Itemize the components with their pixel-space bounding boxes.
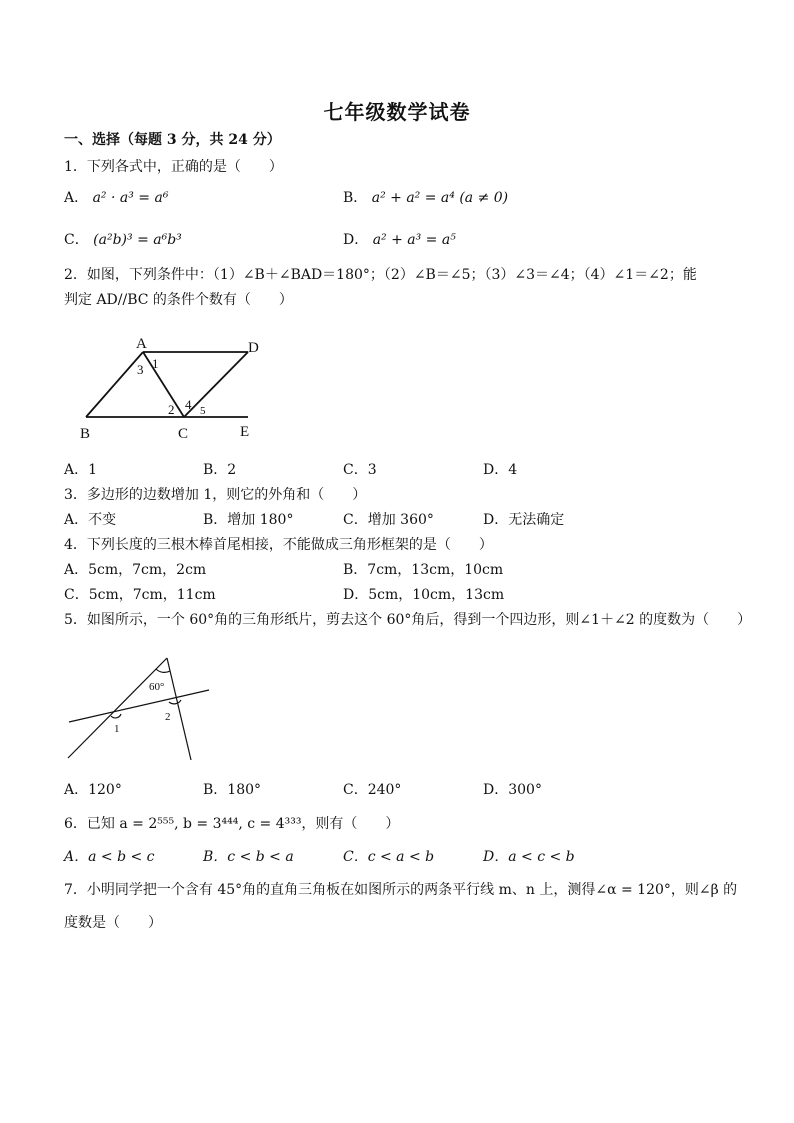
q2-parallelogram-figure (76, 330, 276, 445)
q2-label-b: B (80, 426, 91, 442)
q2-angle-2: 2 (168, 402, 175, 417)
q2-stem-line1: 2．如图，下列条件中：（1）∠B＋∠BAD＝180°；（2）∠B＝∠5；（3）∠3＝∠4；（4）∠1＝∠2；能 (64, 267, 697, 283)
q1-option-a-label: A． (64, 190, 89, 206)
q1-option-d (343, 230, 456, 250)
q5-option-c: C．240° (343, 782, 402, 798)
page-title: 七年级数学试卷 (323, 100, 471, 124)
q2-option-b: B．2 (203, 462, 237, 478)
q4-option-a: A．5cm，7cm，2cm (64, 562, 207, 578)
q1-option-b-label: B． (343, 190, 368, 206)
q5-option-d: D．300° (483, 782, 542, 798)
q5-triangle-right-side (167, 658, 191, 760)
q2-angle-4: 4 (185, 397, 192, 412)
q5-angle-2-label: 2 (165, 711, 171, 723)
q7-stem-line2: 度数是（ ） (64, 915, 162, 931)
q2-option-c: C．3 (343, 462, 377, 478)
q3-stem: 3．多边形的边数增加 1，则它的外角和（ ） (64, 487, 367, 503)
q2-angle-3: 3 (137, 362, 144, 377)
q6-option-d: D．a < c < b (483, 849, 575, 865)
q2-line-ac (143, 352, 184, 417)
q5-arc-1 (111, 714, 121, 718)
q2-label-d: D (248, 340, 259, 356)
q5-cut-triangle-figure (64, 650, 214, 765)
q2-line-cd (184, 352, 248, 417)
q4-option-b: B．7cm，13cm，10cm (343, 562, 504, 578)
q5-angle-1-label: 1 (114, 723, 120, 735)
q2-option-d: D．4 (483, 462, 518, 478)
q5-cut-line (69, 690, 209, 722)
q1-option-c (64, 230, 182, 250)
q1-option-c-expr: (a²b)³ = a⁶b³ (93, 232, 182, 248)
q6-option-b: B．c < b < a (203, 849, 294, 865)
q1-option-b-expr: a² + a² = a⁴ (a ≠ 0) (371, 190, 509, 206)
q4-stem: 4．下列长度的三根木棒首尾相接，不能做成三角形框架的是（ ） (64, 537, 493, 553)
q3-option-d: D．无法确定 (483, 512, 565, 528)
q2-label-c: C (178, 426, 189, 442)
q5-angle-60-label: 60° (149, 681, 165, 693)
q1-option-c-label: C． (64, 232, 89, 248)
q6-option-c: C．c < a < b (343, 849, 435, 865)
q5-triangle-left-side (68, 658, 167, 758)
q1-option-a (64, 188, 168, 208)
q5-arc-2 (169, 700, 181, 704)
q5-arc-60 (156, 669, 170, 672)
q5-option-a: A．120° (64, 782, 122, 798)
q1-option-d-expr: a² + a³ = a⁵ (372, 232, 456, 248)
q3-option-a: A．不变 (64, 512, 117, 528)
q1-stem: 1．下列各式中，正确的是（ ） (64, 159, 283, 175)
q2-angle-1: 1 (152, 356, 159, 371)
q2-option-a: A．1 (64, 462, 98, 478)
q2-label-a: A (136, 336, 147, 352)
q1-option-b (343, 188, 508, 208)
q2-stem-line2: 判定 AD//BC 的条件个数有（ ） (64, 292, 293, 308)
q3-option-b: B．增加 180° (203, 512, 294, 528)
q1-option-a-expr: a² · a³ = a⁶ (92, 190, 169, 206)
section-heading: 一、选择（每题 3 分，共 24 分） (64, 132, 281, 148)
q1-option-d-label: D． (343, 232, 369, 248)
q6-stem: 6．已知 a = 2⁵⁵⁵, b = 3⁴⁴⁴, c = 4³³³，则有（ ） (64, 816, 400, 832)
q4-option-c: C．5cm，7cm，11cm (64, 587, 216, 603)
q5-stem: 5．如图所示，一个 60°角的三角形纸片，剪去这个 60°角后，得到一个四边形，则∠1＋∠2 的度数为（ ） (64, 612, 752, 628)
q7-stem-line1: 7．小明同学把一个含有 45°角的直角三角板在如图所示的两条平行线 m、n 上，测得∠α = 120°，则∠β 的 (64, 882, 738, 898)
q3-option-c: C．增加 360° (343, 512, 434, 528)
q2-angle-5: 5 (200, 405, 206, 417)
q2-line-ab (86, 352, 143, 417)
q4-option-d: D．5cm，10cm，13cm (343, 587, 505, 603)
q5-option-b: B．180° (203, 782, 262, 798)
q6-option-a: A．a < b < c (64, 849, 155, 865)
q2-label-e: E (240, 424, 250, 440)
